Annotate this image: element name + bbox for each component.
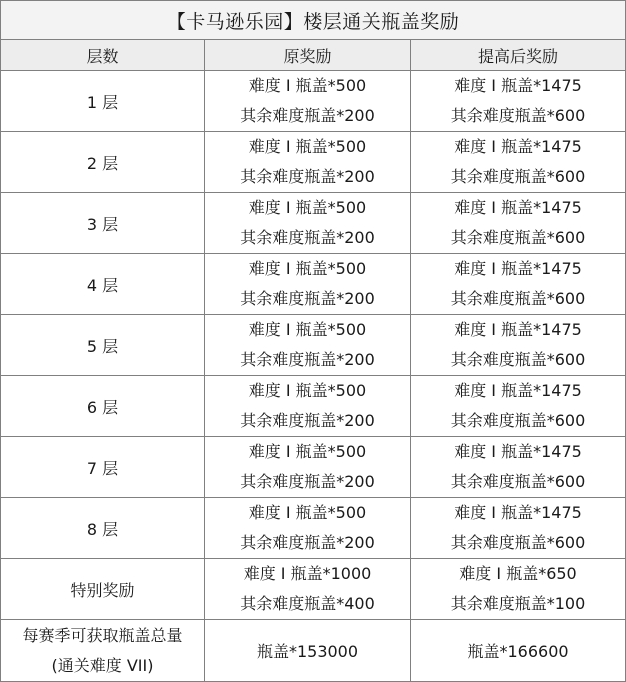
total-original-cell: 瓶盖*153000 [205,620,411,682]
reward-line: 难度 I 瓶盖*500 [248,198,367,217]
reward-line: 难度 I 瓶盖*1475 [454,137,582,156]
boosted-reward-cell [411,254,626,315]
reward-line: 其余难度瓶盖*600 [450,472,586,491]
reward-line: 其余难度瓶盖*600 [450,167,586,186]
original-reward-cell [205,376,411,437]
reward-line: 难度 I 瓶盖*1475 [454,320,582,339]
reward-line: 其余难度瓶盖*600 [450,411,586,430]
floor-cell: 2 层 [1,132,205,193]
floor-cell: 1 层 [1,71,205,132]
original-reward-cell [205,132,411,193]
reward-line: 难度 I 瓶盖*500 [248,259,367,278]
reward-line: 其余难度瓶盖*200 [240,167,375,186]
boosted-reward-cell [411,71,626,132]
reward-line: 难度 I 瓶盖*1475 [454,259,582,278]
floor-cell: 3 层 [1,193,205,254]
reward-line: 其余难度瓶盖*600 [450,228,586,247]
reward-line: 其余难度瓶盖*200 [240,411,375,430]
table-row [1,193,626,254]
original-reward-cell [205,254,411,315]
original-reward-cell [205,315,411,376]
header-boosted-reward: 提高后奖励 [411,40,626,71]
header-original-reward: 原奖励 [205,40,411,71]
reward-line: 其余难度瓶盖*400 [240,594,375,613]
reward-line: 其余难度瓶盖*100 [450,594,586,613]
reward-line: 难度 I 瓶盖*1475 [454,381,582,400]
reward-line: 其余难度瓶盖*200 [240,228,375,247]
boosted-reward-cell [411,315,626,376]
floor-cell: 4 层 [1,254,205,315]
header-row [1,40,626,71]
reward-line: 难度 I 瓶盖*1475 [454,442,582,461]
reward-line: 难度 I 瓶盖*1475 [454,76,582,95]
table-row [1,132,626,193]
floor-cell: 6 层 [1,376,205,437]
reward-line: 难度 I 瓶盖*500 [248,137,367,156]
floor-cell: 5 层 [1,315,205,376]
floor-cell: 8 层 [1,498,205,559]
reward-line: 其余难度瓶盖*200 [240,106,375,125]
reward-line: 难度 I 瓶盖*1000 [243,564,372,583]
floor-cell: 7 层 [1,437,205,498]
reward-line: 难度 I 瓶盖*500 [248,442,367,461]
reward-line: 其余难度瓶盖*200 [240,350,375,369]
reward-line: 其余难度瓶盖*200 [240,472,375,491]
reward-line: 难度 I 瓶盖*650 [459,564,577,583]
reward-line: 其余难度瓶盖*600 [450,533,586,552]
total-label: 每赛季可获取瓶盖总量 [22,625,183,645]
reward-line: 难度 I 瓶盖*500 [248,76,367,95]
table-title: 【卡马逊乐园】楼层通关瓶盖奖励 [1,1,626,40]
table-row [1,315,626,376]
reward-line: 其余难度瓶盖*600 [450,106,586,125]
reward-line: 其余难度瓶盖*200 [240,289,375,308]
original-reward-cell [205,193,411,254]
boosted-reward-cell [411,193,626,254]
reward-line: 难度 I 瓶盖*500 [248,381,367,400]
special-reward-row [1,559,626,620]
original-reward-cell [205,437,411,498]
boosted-reward-cell [411,498,626,559]
season-total-row [1,620,626,682]
total-boosted-cell: 瓶盖*166600 [411,620,626,682]
table-row [1,437,626,498]
boosted-reward-cell [411,437,626,498]
reward-line: 难度 I 瓶盖*500 [248,320,367,339]
header-floor: 层数 [1,40,205,71]
table-row [1,254,626,315]
boosted-reward-cell [411,376,626,437]
total-label-note: (通关难度 VII) [51,655,154,675]
reward-line: 难度 I 瓶盖*1475 [454,198,582,217]
reward-line: 其余难度瓶盖*200 [240,533,375,552]
original-reward-cell [205,559,411,620]
table-row [1,376,626,437]
original-reward-cell [205,71,411,132]
total-label-cell [1,620,205,682]
original-reward-cell [205,498,411,559]
table-row [1,71,626,132]
reward-line: 其余难度瓶盖*600 [450,289,586,308]
boosted-reward-cell [411,132,626,193]
reward-line: 其余难度瓶盖*600 [450,350,586,369]
reward-line: 难度 I 瓶盖*500 [248,503,367,522]
title-row [1,1,626,40]
floor-cell: 特别奖励 [1,559,205,620]
reward-line: 难度 I 瓶盖*1475 [454,503,582,522]
boosted-reward-cell [411,559,626,620]
table-row [1,498,626,559]
